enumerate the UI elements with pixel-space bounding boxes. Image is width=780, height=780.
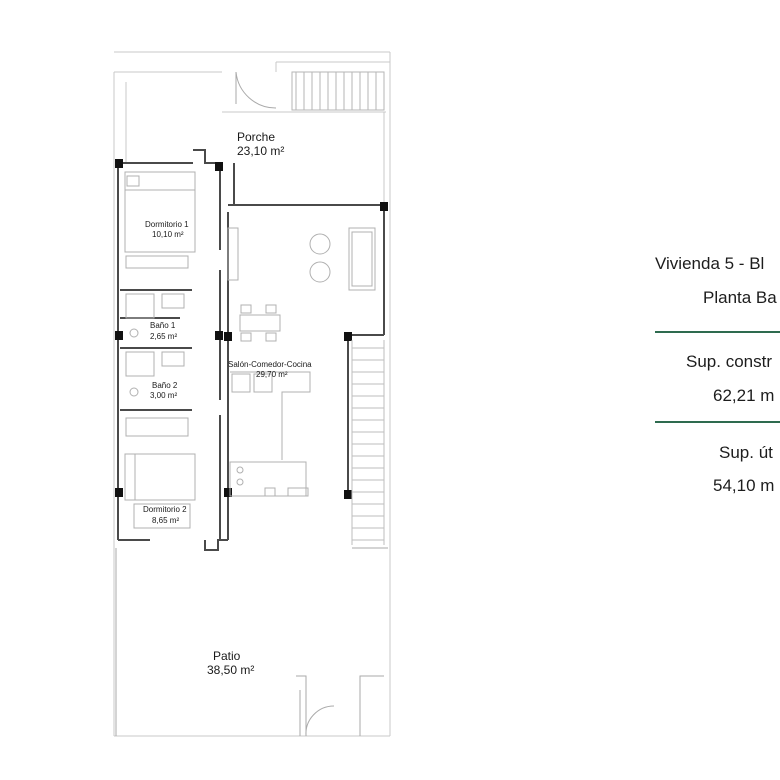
room-area-salon: 29,70 m² (256, 370, 288, 379)
porch-gate (236, 72, 276, 108)
useful-area-label: Sup. út (719, 443, 773, 462)
porch-stairs (292, 72, 384, 110)
room-area-patio: 38,50 m² (207, 663, 255, 677)
divider-top (655, 331, 780, 333)
room-name-bano-1: Baño 1 (150, 321, 176, 330)
room-area-dormitorio-1: 10,10 m² (152, 230, 184, 239)
room-name-patio: Patio (213, 649, 241, 663)
dwelling-title: Vivienda 5 - Bl (655, 254, 765, 273)
useful-area-value: 54,10 m (713, 476, 775, 495)
room-name-porche: Porche (237, 130, 276, 144)
room-name-dormitorio-1: Dormitorio 1 (145, 220, 189, 229)
room-name-salon: Salón-Comedor-Cocina (228, 360, 312, 369)
built-area-label: Sup. constr (686, 352, 772, 371)
room-area-bano-1: 2,65 m² (150, 332, 178, 341)
divider-bottom (655, 421, 780, 423)
side-stairs (352, 340, 384, 545)
floor-name: Planta Ba (703, 288, 777, 307)
room-name-bano-2: Baño 2 (152, 381, 178, 390)
patio-gate (116, 548, 388, 736)
room-area-porche: 23,10 m² (237, 144, 285, 158)
room-area-bano-2: 3,00 m² (150, 391, 178, 400)
built-area-value: 62,21 m (713, 386, 775, 405)
room-name-dormitorio-2: Dormitorio 2 (143, 505, 187, 514)
room-area-dormitorio-2: 8,65 m² (152, 516, 180, 525)
